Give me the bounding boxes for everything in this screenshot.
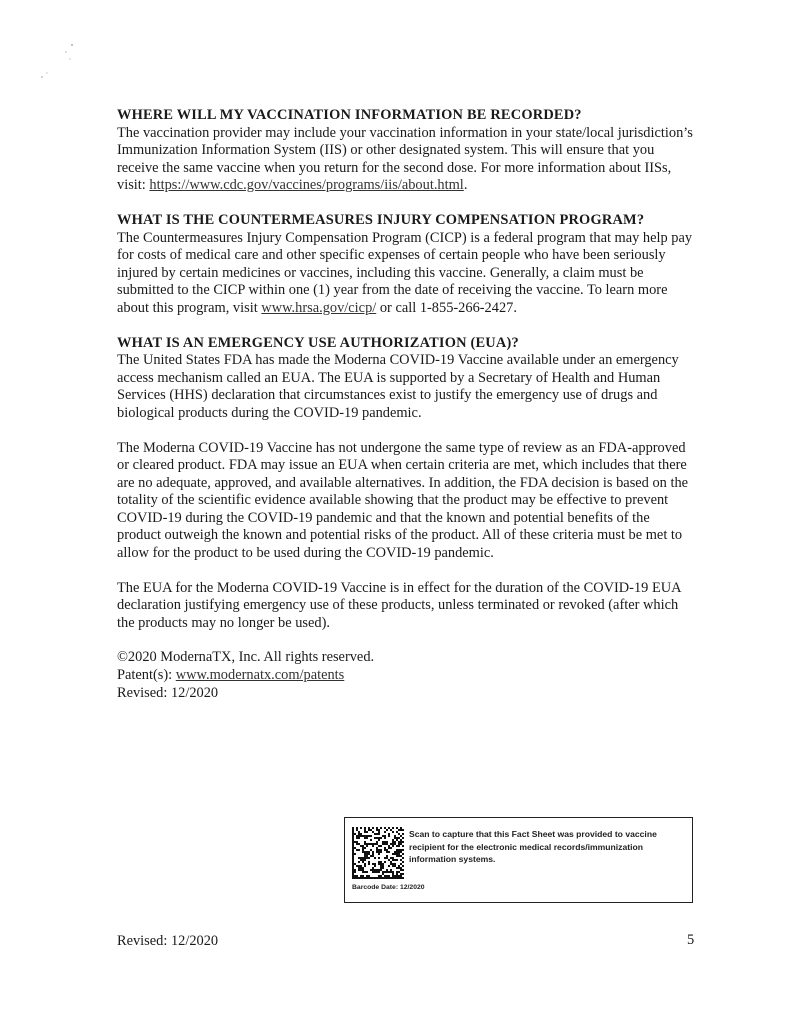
body-text: The vaccination provider may include your vaccination information in your state/local jurisdiction’s Immunization Information System (IIS) or other designated system. This will ensure that you receive the same vaccine when you return for the second dose. For more information about IISs, visit: bbox=[117, 124, 693, 194]
barcode-box bbox=[344, 817, 693, 903]
patents-prefix: Patent(s): bbox=[117, 667, 176, 684]
section-cicp bbox=[117, 212, 697, 318]
eua-paragraph-2: The Moderna COVID-19 Vaccine has not undergone the same type of review as an FDA-approved or cleared product. FDA may issue an EUA when certain criteria are met, which includes that there are no adequate, approved, and available alternatives. In addition, the FDA decision is based on the totality of the scientific evidence available showing that the product may be effective to prevent COVID-19 during the COVID-19 pandemic and that the known and potential benefits of the product outweigh the known and potential risks of the product. All of these criteria must be met to allow for the product to be used during the COVID-19 pandemic. bbox=[117, 439, 689, 562]
page-number: 5 bbox=[687, 932, 695, 948]
document-content bbox=[117, 107, 697, 702]
copyright-text: ©2020 ModernaTX, Inc. All rights reserved. bbox=[117, 649, 375, 666]
body-text: The Countermeasures Injury Compensation Program (CICP) is a federal program that may help pay for costs of medical care and other specific expenses of certain people who have been seriously injured by certain medicines or vaccines, including this vaccine. Generally, a claim must be submitted to the CICP within one (1) year from the date of receiving the vaccine. To learn more about this program, visit bbox=[117, 229, 693, 316]
section-heading: WHAT IS AN EMERGENCY USE AUTHORIZATION (EUA)? bbox=[117, 334, 519, 351]
barcode-instructions: Scan to capture that this Fact Sheet was provided to vaccine recipient for the electronic medical records/immunization information systems. bbox=[409, 829, 657, 864]
copyright-block bbox=[117, 649, 697, 702]
section-heading: WHAT IS THE COUNTERMEASURES INJURY COMPENSATION PROGRAM? bbox=[117, 211, 645, 228]
body-text-end: or call 1-855-266-2427. bbox=[376, 299, 517, 316]
body-text-end: . bbox=[463, 177, 468, 194]
section-heading: WHERE WILL MY VACCINATION INFORMATION BE RECORDED? bbox=[117, 107, 582, 123]
section-body bbox=[117, 125, 697, 195]
barcode-date: Barcode Date: 12/2020 bbox=[352, 884, 425, 891]
hrsa-cicp-link[interactable]: www.hrsa.gov/cicp/ bbox=[261, 299, 377, 316]
2d-barcode-icon bbox=[352, 827, 404, 879]
revised-date: Revised: 12/2020 bbox=[117, 684, 219, 701]
section-eua bbox=[117, 335, 697, 633]
cdc-iis-link[interactable]: https://www.cdc.gov/vaccines/programs/iis/about.html bbox=[149, 177, 464, 194]
eua-paragraph-3: The EUA for the Moderna COVID-19 Vaccine is in effect for the duration of the COVID-19 EUA declaration justifying emergency use of these products, unless terminated or revoked (after which the products may no longer be used). bbox=[117, 579, 681, 631]
section-body bbox=[117, 230, 697, 318]
page-footer-revised: Revised: 12/2020 bbox=[117, 933, 219, 949]
scan-specks-icon bbox=[30, 40, 80, 90]
section-iis bbox=[117, 107, 697, 195]
patents-line bbox=[117, 667, 697, 685]
eua-paragraph-1: The United States FDA has made the Moderna COVID-19 Vaccine available under an emergency access mechanism called an EUA. The EUA is supported by a Secretary of Health and Human Services (HHS) declaration that circumstances exist to justify the emergency use of drugs and biological products during the COVID-19 pandemic. bbox=[117, 352, 679, 421]
patents-link[interactable]: www.modernatx.com/patents bbox=[175, 667, 345, 684]
